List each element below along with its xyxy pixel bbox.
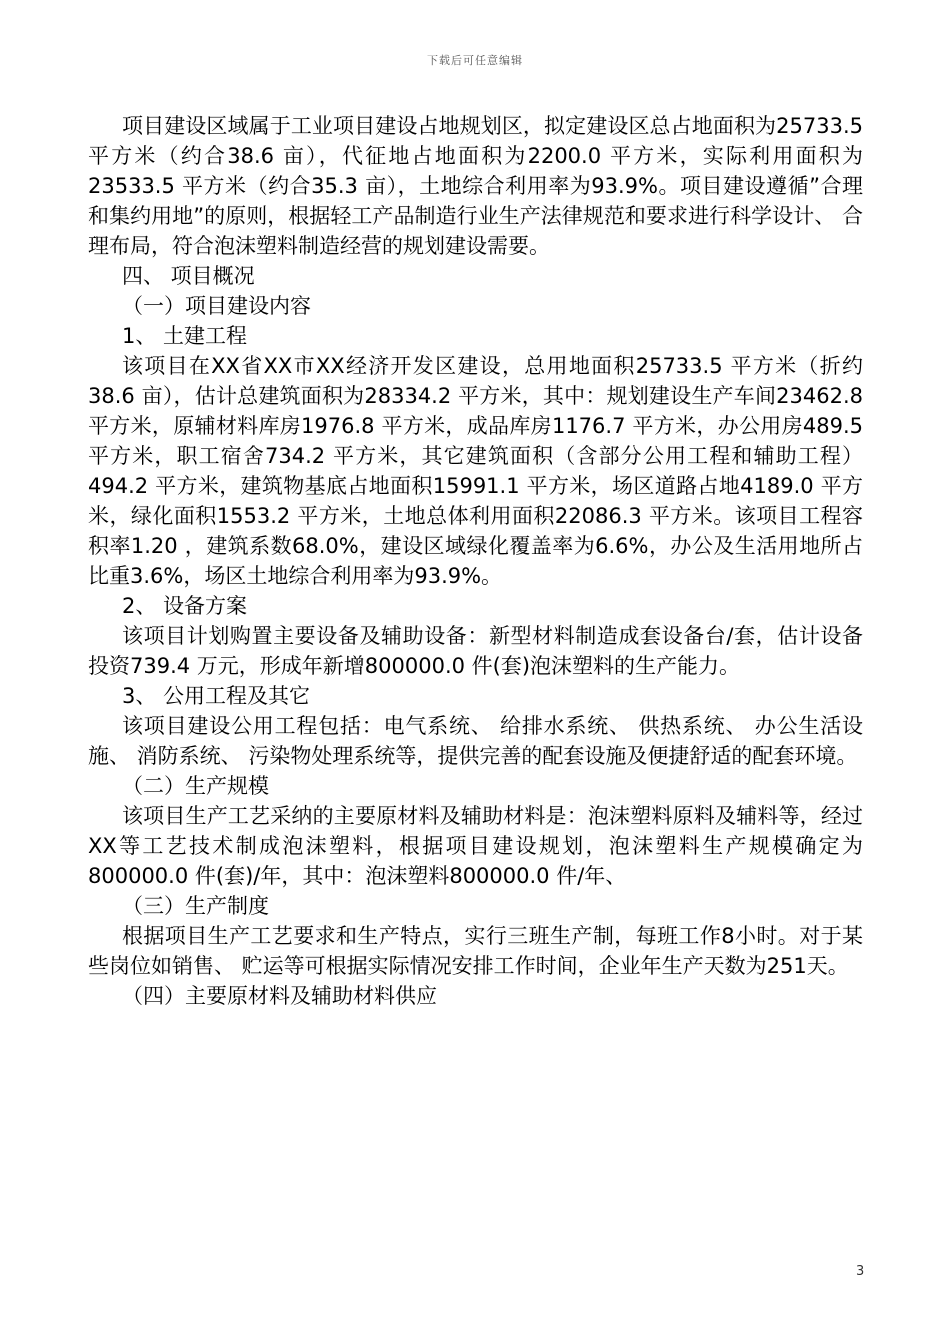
paragraph-public-works: 该项目建设公用工程包括：电气系统、 给排水系统、 供热系统、 办公生活设施、 消防系统、 污染物处理系统等，提供完善的配套设施及便捷舒适的配套环境。 (88, 714, 863, 768)
paragraph-civil-works: 该项目在XX省XX市XX经济开发区建设，总用地面积25733.5 平方米（折约38.6 亩），估计总建筑面积为28334.2 平方米，其中：规划建设生产车间23462.8 平方米，原辅材料库房1976.8 平方米，成品库房1176.7 平方米，办公用房489.5 平方米，职工宿舍734.2 平方米，其它建筑面积（含部分公用工程和辅助工程）494.2 平方米，建筑物基底占地面积15991.1 平方米，场区道路占地4189.0 平方米，绿化面积1553.2 平方米，土地总体利用面积22086.3 平方米。该项目工程容积率1.20 ，建筑系数68.0%，建设区域绿化覆盖率为6.6%，办公及生活用地所占比重3.6%，场区土地综合利用率为93.9%。 (88, 354, 863, 588)
subsection-heading-production-system: （三）生产制度 (122, 894, 269, 918)
page-number: 3 (856, 1264, 865, 1279)
subsection-heading-materials-supply: （四）主要原材料及辅助材料供应 (122, 984, 437, 1008)
paragraph-equipment-plan: 该项目计划购置主要设备及辅助设备：新型材料制造成套设备台/套，估计设备投资739.4 万元，形成年新增800000.0 件(套)泡沫塑料的生产能力。 (88, 624, 863, 678)
document-body (88, 111, 863, 1011)
subsection-heading-production-scale: （二）生产规模 (122, 774, 269, 798)
paragraph-production-system: 根据项目生产工艺要求和生产特点，实行三班生产制，每班工作8小时。对于某些岗位如销售、 贮运等可根据实际情况安排工作时间，企业年生产天数为251天。 (88, 924, 863, 978)
item-heading-public-works: 3、 公用工程及其它 (122, 684, 311, 708)
item-heading-civil-works: 1、 土建工程 (122, 324, 248, 348)
paragraph-production-scale: 该项目生产工艺采纳的主要原材料及辅助材料是：泡沫塑料原料及辅料等，经过XX等工艺技术制成泡沫塑料，根据项目建设规划，泡沫塑料生产规模确定为800000.0 件(套)/年，其中：泡沫塑料800000.0 件/年、 (88, 804, 863, 888)
paragraph-land-use: 项目建设区域属于工业项目建设占地规划区，拟定建设区总占地面积为25733.5 平方米（约合38.6 亩），代征地占地面积为2200.0 平方米，实际利用面积为23533.5 平方米（约合35.3 亩），土地综合利用率为93.9%。项目建设遵循”合理和集约用地”的原则，根据轻工产品制造行业生产法律规范和要求进行科学设计、 合理布局，符合泡沫塑料制造经营的规划建设需要。 (88, 114, 863, 258)
subsection-heading-construction-content: （一）项目建设内容 (122, 294, 311, 318)
section-heading-project-overview: 四、 项目概况 (122, 264, 255, 288)
item-heading-equipment-plan: 2、 设备方案 (122, 594, 248, 618)
header-note: 下载后可任意编辑 (427, 54, 523, 67)
